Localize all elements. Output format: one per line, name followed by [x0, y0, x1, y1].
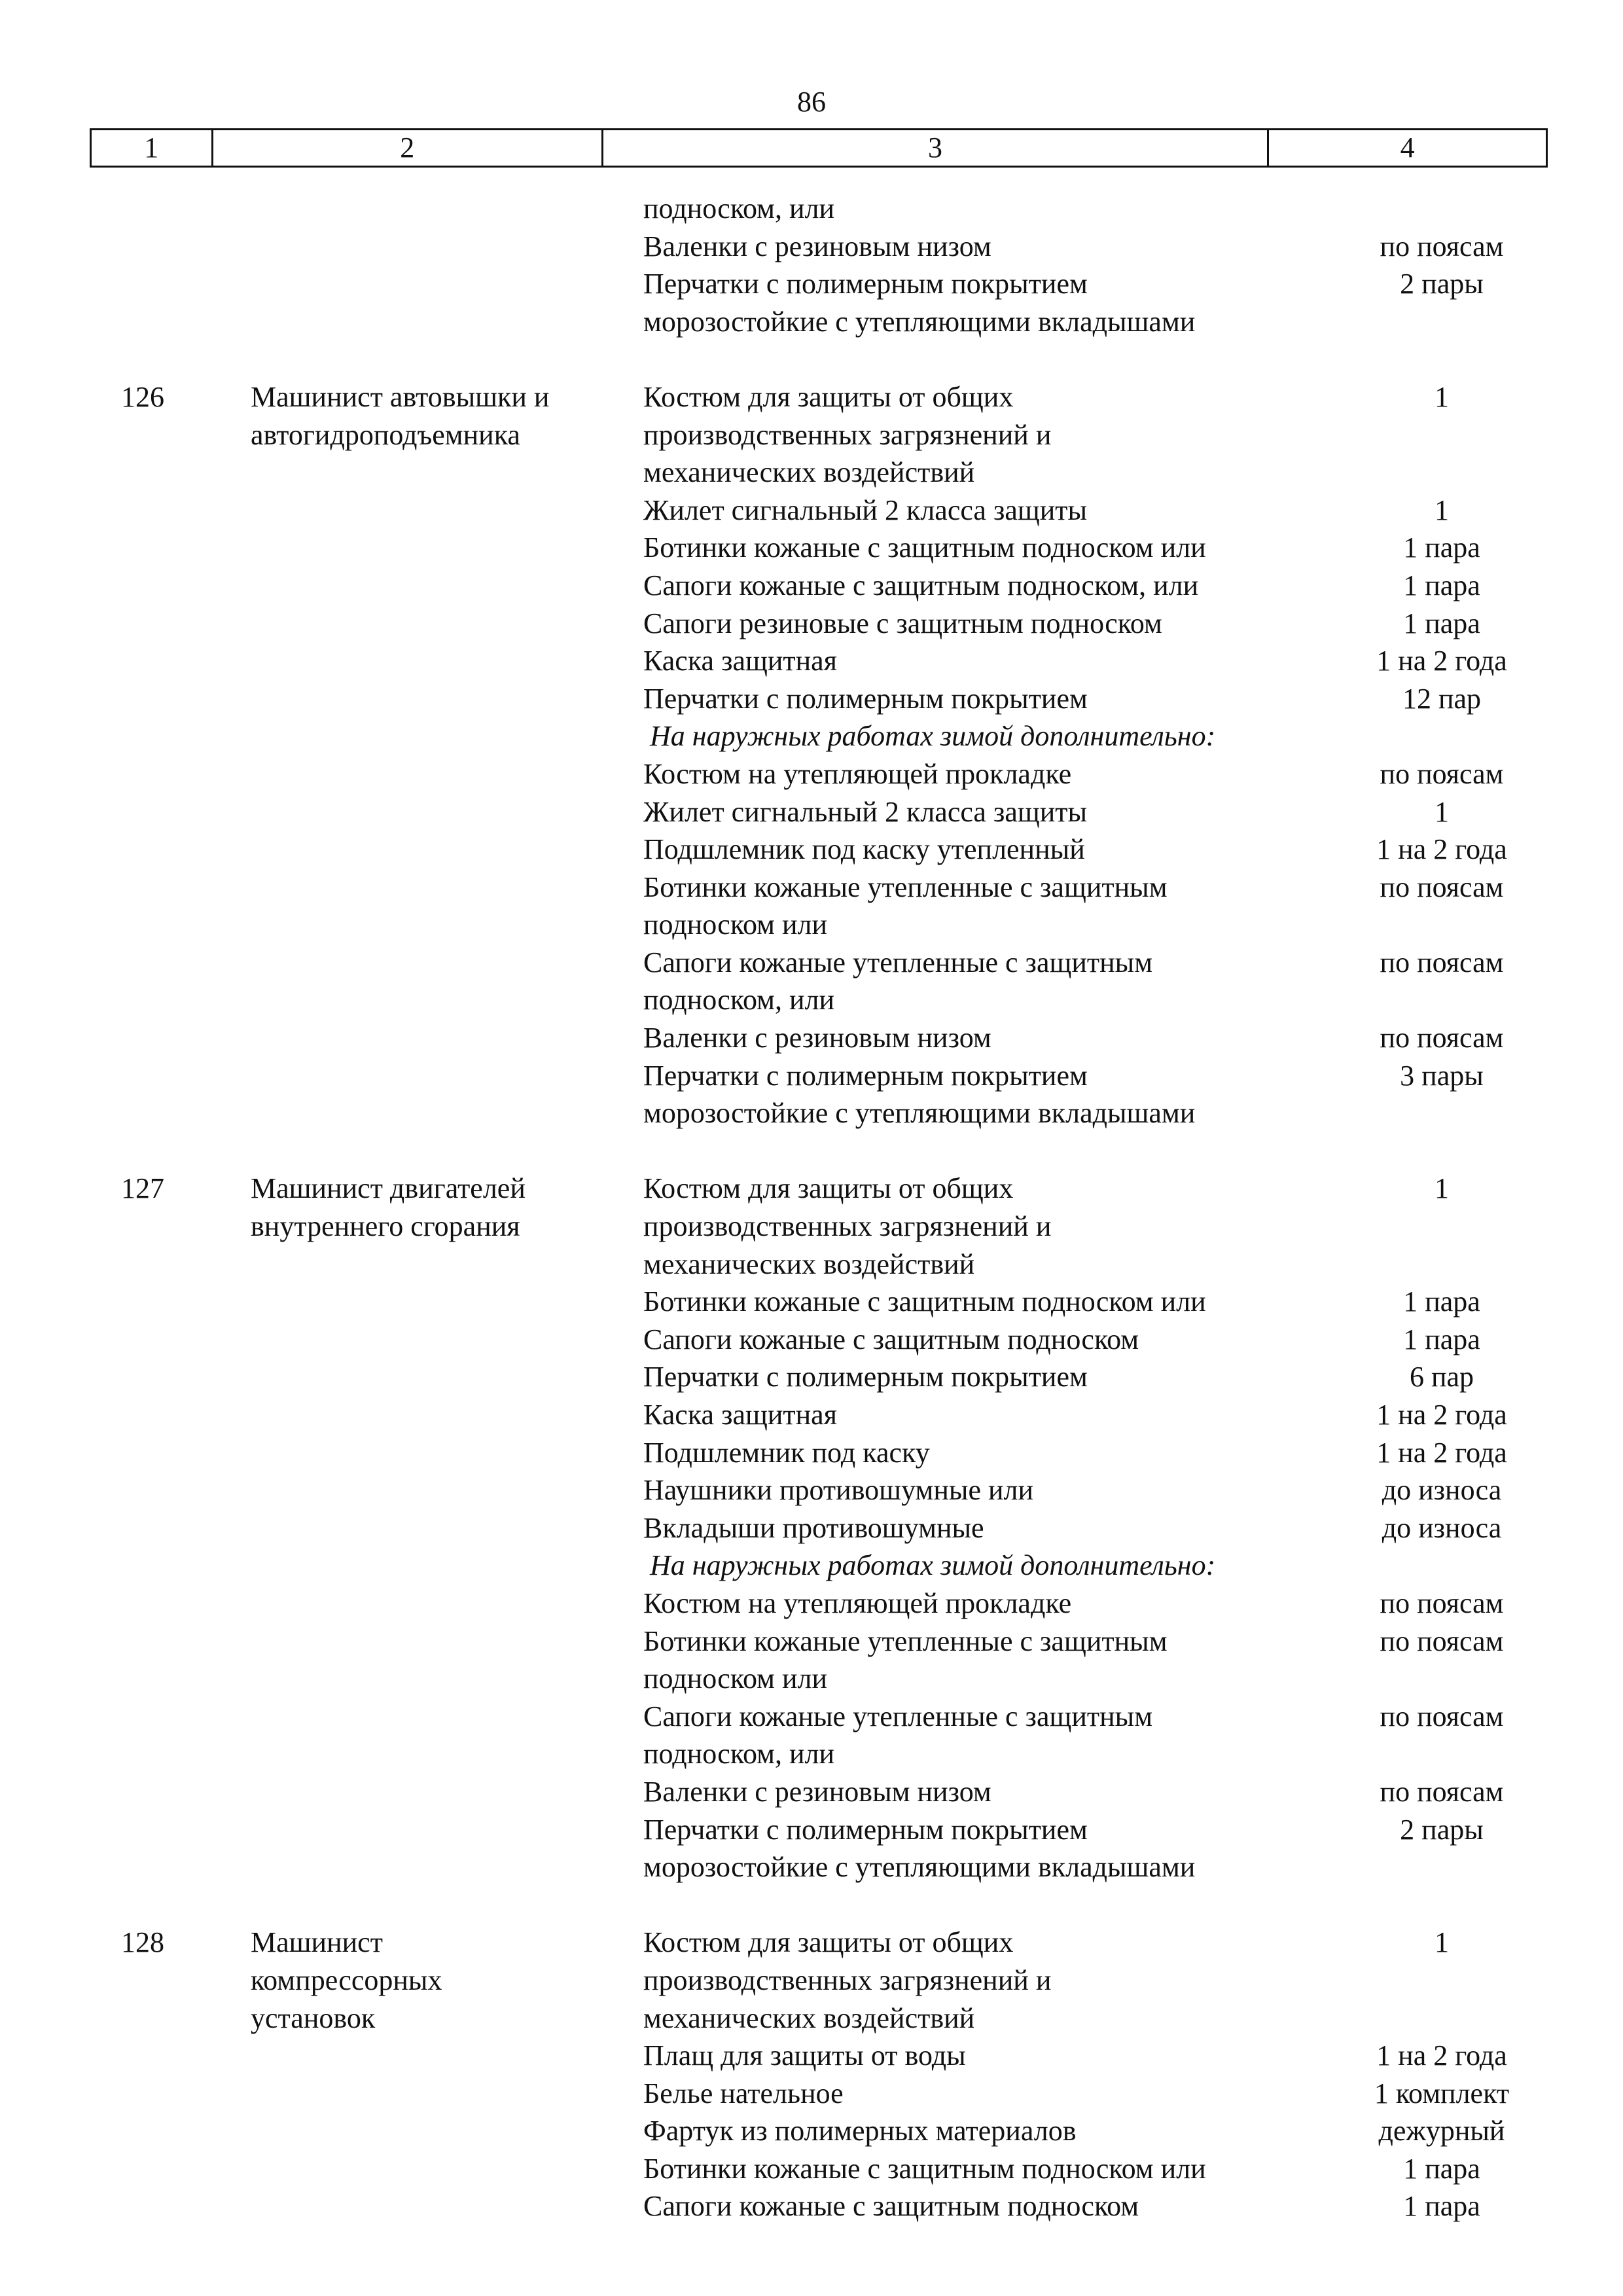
profession-name: [251, 1585, 643, 1623]
ppe-item: На наружных работах зимой дополнительно:: [650, 1549, 1216, 1582]
item-number: [0, 1773, 251, 1811]
table-row: [0, 2000, 1623, 2037]
item-number: 128: [121, 1926, 164, 1959]
ppe-item: Жилет сигнальный 2 класса защиты: [643, 493, 1088, 526]
table-row: [0, 265, 1623, 303]
table-row: [0, 2187, 1623, 2225]
item-number: [0, 228, 251, 266]
profession-name: [251, 1246, 643, 1283]
ppe-item: подноском, или: [643, 1738, 835, 1770]
table-row: [0, 1924, 1623, 1962]
profession-name: [251, 190, 643, 228]
profession-name: [251, 1358, 643, 1396]
table-row: [0, 567, 1623, 605]
ppe-item: механических воздействий: [643, 456, 975, 489]
ppe-item: Валенки с резиновым низом: [643, 230, 991, 262]
item-number: [0, 1698, 251, 1736]
issue-norm: [1311, 1246, 1573, 1283]
item-number: [0, 1547, 251, 1585]
item-number: [0, 1396, 251, 1434]
item-number: [0, 2000, 251, 2037]
issue-norm: до износа: [1382, 1511, 1502, 1544]
ppe-item: Перчатки с полимерным покрытием: [643, 1059, 1088, 1092]
column-header-row: [90, 128, 1548, 168]
profession-name: [251, 529, 643, 567]
ppe-item: подноском или: [643, 1662, 828, 1695]
profession-name: [251, 1735, 643, 1773]
profession-name: [251, 1019, 643, 1057]
item-number: [0, 265, 251, 303]
profession-name: [251, 1698, 643, 1736]
ppe-item: Каска защитная: [643, 645, 837, 677]
ppe-item: Ботинки кожаные утепленные с защитным: [643, 1624, 1168, 1657]
item-number: [0, 981, 251, 1019]
table-row: [0, 944, 1623, 982]
table-row: [0, 1698, 1623, 1736]
issue-norm: [1311, 1848, 1573, 1886]
issue-norm: 1: [1435, 380, 1449, 413]
profession-name: [251, 567, 643, 605]
issue-norm: [1311, 981, 1573, 1019]
table-row: [0, 1471, 1623, 1509]
ppe-item: Костюм для защиты от общих: [643, 1926, 1014, 1959]
table-row: [0, 1396, 1623, 1434]
profession-name: [251, 1434, 643, 1472]
item-number: [0, 944, 251, 982]
issue-norm: [1311, 1208, 1573, 1246]
profession-name: [251, 981, 643, 1019]
item-number: [0, 2150, 251, 2188]
item-number: [0, 642, 251, 680]
profession-name: [251, 869, 643, 906]
table-row: [0, 1057, 1623, 1095]
table-row: [0, 1208, 1623, 1246]
item-number: [0, 755, 251, 793]
table-row: [0, 1170, 1623, 1208]
profession-name: [251, 1660, 643, 1698]
item-number: [0, 1246, 251, 1283]
table-row: [0, 1660, 1623, 1698]
table-row: [0, 1358, 1623, 1396]
issue-norm: по поясам: [1380, 230, 1504, 262]
issue-norm: 1 на 2 года: [1376, 2039, 1507, 2072]
table-row: [0, 1321, 1623, 1359]
issue-norm: [1317, 717, 1579, 755]
ppe-item: Валенки с резиновым низом: [643, 1775, 991, 1808]
profession-name: [251, 793, 643, 831]
issue-norm: 1 пара: [1403, 531, 1480, 564]
item-number: [0, 906, 251, 944]
ppe-item: Сапоги резиновые с защитным подноском: [643, 607, 1162, 639]
ppe-item: Ботинки кожаные с защитным подноском или: [643, 1285, 1206, 1318]
table-row: [0, 1094, 1623, 1132]
profession-name: [251, 680, 643, 718]
ppe-item: морозостойкие с утепляющими вкладышами: [643, 305, 1196, 338]
issue-norm: 1 комплект: [1374, 2077, 1510, 2109]
page-number: 86: [797, 86, 826, 118]
column-header-2: 2: [213, 130, 603, 166]
profession-name: [251, 1811, 643, 1849]
table-row: [0, 378, 1623, 416]
issue-norm: 1 пара: [1403, 1285, 1480, 1318]
ppe-item: Каска защитная: [643, 1399, 837, 1431]
row-spacer: [0, 340, 1623, 378]
item-number: [0, 492, 251, 529]
issue-norm: 1: [1435, 1172, 1449, 1205]
issue-norm: 1 пара: [1403, 2190, 1480, 2223]
row-spacer: [0, 1132, 1623, 1170]
item-number: [0, 303, 251, 341]
ppe-item: Костюм для защиты от общих: [643, 1172, 1014, 1205]
issue-norm: 1 пара: [1403, 607, 1480, 639]
issue-norm: 1 пара: [1403, 569, 1480, 601]
table-row: [0, 755, 1623, 793]
column-header-4: 4: [1400, 132, 1415, 164]
issue-norm: по поясам: [1380, 1775, 1504, 1808]
ppe-item: Наушники противошумные или: [643, 1474, 1034, 1507]
ppe-item: Валенки с резиновым низом: [643, 1022, 991, 1054]
profession-name: компрессорных: [251, 1964, 442, 1996]
table-row: [0, 454, 1623, 492]
profession-name: [251, 1471, 643, 1509]
table-row: [0, 906, 1623, 944]
table-row: [0, 1434, 1623, 1472]
profession-name: [251, 1283, 643, 1321]
item-number: [0, 831, 251, 869]
profession-name: [251, 1057, 643, 1095]
profession-name: [251, 2037, 643, 2075]
profession-name: [251, 605, 643, 643]
item-number: [0, 1208, 251, 1246]
ppe-item: подноском или: [643, 908, 828, 941]
item-number: [0, 1358, 251, 1396]
ppe-item: Подшлемник под каску: [643, 1436, 930, 1469]
ppe-item: производственных загрязнений и: [643, 418, 1052, 451]
item-number: [0, 1585, 251, 1623]
ppe-item: Перчатки с полимерным покрытием: [643, 268, 1088, 300]
table-row: [0, 1585, 1623, 1623]
issue-norm: по поясам: [1380, 1700, 1504, 1732]
ppe-item: производственных загрязнений и: [643, 1964, 1052, 1996]
issue-norm: [1311, 454, 1573, 492]
ppe-item: Фартук из полимерных материалов: [643, 2115, 1077, 2147]
issue-norm: 1: [1435, 1926, 1449, 1959]
item-number: [0, 1811, 251, 1849]
profession-name: [251, 642, 643, 680]
ppe-item: Перчатки с полимерным покрытием: [643, 1813, 1088, 1846]
ppe-item: механических воздействий: [643, 1247, 975, 1280]
profession-name: [251, 1396, 643, 1434]
issue-norm: [1311, 1094, 1573, 1132]
issue-norm: 1 на 2 года: [1376, 833, 1507, 866]
ppe-item: морозостойкие с утепляющими вкладышами: [643, 1097, 1196, 1130]
issue-norm: до износа: [1382, 1474, 1502, 1507]
item-number: [0, 2037, 251, 2075]
ppe-item: Вкладыши противошумные: [643, 1511, 984, 1544]
profession-name: [251, 755, 643, 793]
issue-norm: 1 пара: [1403, 1323, 1480, 1355]
table-row: [0, 1962, 1623, 2000]
item-number: [0, 1057, 251, 1095]
ppe-item: Сапоги кожаные с защитным подноском: [643, 2190, 1139, 2223]
table-row: [0, 1019, 1623, 1057]
profession-name: [251, 1509, 643, 1547]
issue-norm: 1: [1435, 795, 1449, 828]
issue-norm: по поясам: [1380, 757, 1504, 790]
item-number: [0, 529, 251, 567]
item-number: [0, 1509, 251, 1547]
item-number: [0, 454, 251, 492]
profession-name: [251, 1848, 643, 1886]
ppe-item: Костюм на утепляющей прокладке: [643, 1587, 1072, 1619]
table-row: [0, 1547, 1623, 1585]
table-row: [0, 680, 1623, 718]
item-number: [0, 1321, 251, 1359]
table-row: [0, 717, 1623, 755]
item-number: [0, 567, 251, 605]
table-row: [0, 1773, 1623, 1811]
table-row: [0, 1848, 1623, 1886]
table-row: [0, 1735, 1623, 1773]
profession-name: автогидроподъемника: [251, 418, 520, 451]
profession-name: [251, 717, 643, 755]
issue-norm: 2 пары: [1400, 1813, 1484, 1846]
ppe-item: подноском, или: [643, 984, 835, 1016]
issue-norm: [1311, 1962, 1573, 2000]
profession-name: Машинист автовышки и: [251, 380, 550, 413]
issue-norm: [1311, 190, 1573, 228]
profession-name: [251, 831, 643, 869]
ppe-item: Подшлемник под каску утепленный: [643, 833, 1085, 866]
table-row: [0, 492, 1623, 529]
ppe-item: Жилет сигнальный 2 класса защиты: [643, 795, 1088, 828]
profession-name: [251, 2187, 643, 2225]
ppe-item: Перчатки с полимерным покрытием: [643, 682, 1088, 715]
ppe-item: Сапоги кожаные с защитным подноском: [643, 1323, 1139, 1355]
item-number: 126: [121, 380, 164, 413]
ppe-item: Сапоги кожаные с защитным подноском, или: [643, 569, 1199, 601]
ppe-item: Ботинки кожаные с защитным подноском или: [643, 2152, 1206, 2185]
issue-norm: дежурный: [1378, 2115, 1505, 2147]
profession-name: Машинист: [251, 1926, 383, 1959]
profession-name: [251, 1094, 643, 1132]
item-number: [0, 717, 251, 755]
item-number: [0, 1848, 251, 1886]
issue-norm: 2 пары: [1400, 268, 1484, 300]
ppe-item: Ботинки кожаные с защитным подноском или: [643, 531, 1206, 564]
table-row: [0, 1811, 1623, 1849]
issue-norm: [1311, 2000, 1573, 2037]
ppe-item: производственных загрязнений и: [643, 1210, 1052, 1243]
item-number: [0, 2187, 251, 2225]
item-number: [0, 1019, 251, 1057]
profession-name: [251, 1773, 643, 1811]
ppe-item: Сапоги кожаные утепленные с защитным: [643, 1700, 1153, 1732]
profession-name: [251, 492, 643, 529]
profession-name: внутреннего сгорания: [251, 1210, 520, 1243]
table-row: [0, 1509, 1623, 1547]
profession-name: [251, 2112, 643, 2150]
item-number: [0, 605, 251, 643]
profession-name: установок: [251, 2001, 376, 2034]
item-number: [0, 2112, 251, 2150]
ppe-item: Перчатки с полимерным покрытием: [643, 1361, 1088, 1393]
item-number: [0, 1471, 251, 1509]
table-row: [0, 228, 1623, 266]
table-row: [0, 529, 1623, 567]
ppe-item: Костюм на утепляющей прокладке: [643, 757, 1072, 790]
issue-norm: по поясам: [1380, 870, 1504, 903]
item-number: [0, 1434, 251, 1472]
profession-name: [251, 1623, 643, 1660]
profession-name: [251, 906, 643, 944]
profession-name: [251, 303, 643, 341]
ppe-item: Сапоги кожаные утепленные с защитным: [643, 946, 1153, 978]
table-row: [0, 642, 1623, 680]
table-row: [0, 2075, 1623, 2113]
profession-name: [251, 1547, 643, 1585]
issue-norm: по поясам: [1380, 1587, 1504, 1619]
table-row: [0, 416, 1623, 454]
issue-norm: 12 пар: [1402, 682, 1482, 715]
issue-norm: [1311, 1660, 1573, 1698]
item-number: [0, 869, 251, 906]
table-row: [0, 981, 1623, 1019]
issue-norm: 6 пар: [1409, 1361, 1474, 1393]
table-row: [0, 2150, 1623, 2188]
issue-norm: 1 на 2 года: [1376, 645, 1507, 677]
ppe-item: морозостойкие с утепляющими вкладышами: [643, 1851, 1196, 1884]
table-row: [0, 303, 1623, 341]
issue-norm: [1311, 906, 1573, 944]
issue-norm: 1 на 2 года: [1376, 1399, 1507, 1431]
issue-norm: 1: [1435, 493, 1449, 526]
ppe-item: Плащ для защиты от воды: [643, 2039, 966, 2072]
issue-norm: [1317, 1547, 1579, 1585]
table-body: [0, 190, 1623, 2225]
profession-name: [251, 2075, 643, 2113]
profession-name: [251, 944, 643, 982]
row-spacer: [0, 1886, 1623, 1924]
table-row: [0, 1623, 1623, 1660]
table-row: [0, 869, 1623, 906]
ppe-item: Ботинки кожаные утепленные с защитным: [643, 870, 1168, 903]
issue-norm: по поясам: [1380, 1624, 1504, 1657]
ppe-item: Белье нательное: [643, 2077, 844, 2109]
table-row: [0, 2112, 1623, 2150]
issue-norm: [1311, 416, 1573, 454]
issue-norm: по поясам: [1380, 946, 1504, 978]
issue-norm: по поясам: [1380, 1022, 1504, 1054]
item-number: [0, 680, 251, 718]
issue-norm: 1 на 2 года: [1376, 1436, 1507, 1469]
item-number: [0, 1623, 251, 1660]
issue-norm: 3 пары: [1400, 1059, 1484, 1092]
item-number: [0, 1660, 251, 1698]
table-row: [0, 793, 1623, 831]
table-row: [0, 605, 1623, 643]
item-number: [0, 416, 251, 454]
item-number: [0, 1962, 251, 2000]
ppe-item: Костюм для защиты от общих: [643, 380, 1014, 413]
profession-name: [251, 228, 643, 266]
item-number: [0, 1283, 251, 1321]
table-row: [0, 2037, 1623, 2075]
column-header-1: 1: [92, 130, 213, 166]
item-number: [0, 1094, 251, 1132]
profession-name: [251, 454, 643, 492]
table-row: [0, 1283, 1623, 1321]
table-row: [0, 831, 1623, 869]
table-row: [0, 190, 1623, 228]
issue-norm: 1 пара: [1403, 2152, 1480, 2185]
profession-name: [251, 2150, 643, 2188]
table-row: [0, 1246, 1623, 1283]
item-number: [0, 793, 251, 831]
profession-name: [251, 1321, 643, 1359]
ppe-item: подноском, или: [643, 192, 835, 224]
profession-name: [251, 265, 643, 303]
issue-norm: [1311, 303, 1573, 341]
profession-name: Машинист двигателей: [251, 1172, 526, 1205]
column-header-3: 3: [603, 130, 1269, 166]
ppe-item: механических воздействий: [643, 2001, 975, 2034]
item-number: [0, 1735, 251, 1773]
item-number: [0, 2075, 251, 2113]
item-number: [0, 190, 251, 228]
issue-norm: [1311, 1735, 1573, 1773]
item-number: 127: [121, 1172, 164, 1205]
ppe-item: На наружных работах зимой дополнительно:: [650, 720, 1216, 753]
